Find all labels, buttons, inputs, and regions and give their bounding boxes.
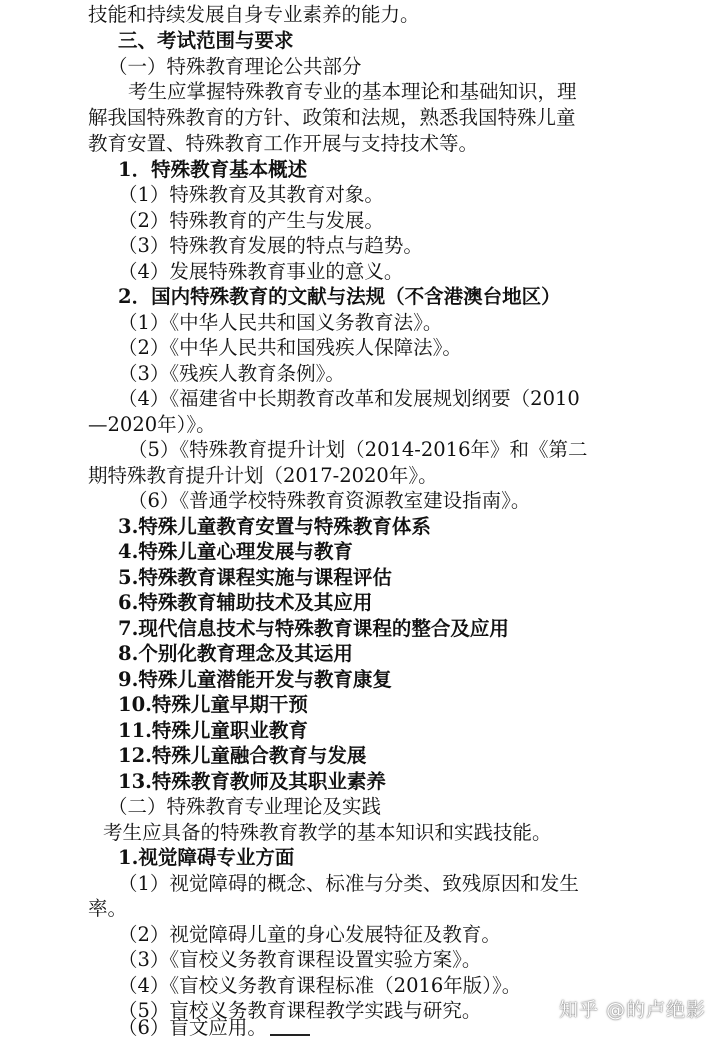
topic-heading-2: 2．国内特殊教育的文献与法规（不含港澳台地区） (118, 285, 561, 308)
list-item: （2）特殊教育的产生与发展。 (118, 209, 384, 232)
list-item-continuation: —2020年）》。 (88, 413, 216, 436)
subsection-heading-1: （一）特殊教育理论公共部分 (108, 55, 362, 78)
topic-heading-8: 8.个别化教育理念及其运用 (118, 642, 353, 665)
topic-heading-visual: 1.视觉障碍专业方面 (118, 846, 295, 869)
topic-heading-12: 12.特殊儿童融合教育与发展 (118, 744, 367, 767)
topic-heading-9: 9.特殊儿童潜能开发与教育康复 (118, 668, 392, 691)
list-item: （2）《中华人民共和国残疾人保障法》。 (118, 336, 462, 359)
list-item: （1）视觉障碍的概念、标准与分类、致残原因和发生 (118, 872, 579, 895)
topic-heading-10: 10.特殊儿童早期干预 (118, 693, 308, 716)
list-item-continuation: 率。 (88, 897, 128, 920)
list-item: （3）《残疾人教育条例》。 (118, 362, 345, 385)
topic-heading-6: 6.特殊教育辅助技术及其应用 (118, 591, 373, 614)
list-item: （4）《盲校义务教育课程标准（2016年版）》。 (118, 974, 522, 997)
topic-heading-7: 7.现代信息技术与特殊教育课程的整合及应用 (118, 617, 509, 640)
paragraph-line: 教育安置、特殊教育工作开展与支持技术等。 (88, 132, 479, 155)
list-item: （1）特殊教育及其教育对象。 (118, 183, 384, 206)
list-item: （2）视觉障碍儿童的身心发展特征及教育。 (118, 923, 501, 946)
list-item: （6）盲文应用。 (118, 1016, 267, 1039)
watermark: 知乎 @的卢绝影 (558, 999, 706, 1021)
list-item: （6）《普通学校特殊教育资源教室建设指南》。 (128, 489, 531, 512)
list-item: （5）盲校义务教育课程教学实践与研究。 (118, 999, 482, 1022)
paragraph-line: 考生应具备的特殊教育教学的基本知识和实践技能。 (103, 821, 552, 844)
list-item-continuation: 期特殊教育提升计划（2017-2020年》。 (88, 464, 438, 487)
topic-heading-5: 5.特殊教育课程实施与课程评估 (118, 566, 392, 589)
intro-tail-line: 技能和持续发展自身专业素养的能力。 (88, 3, 420, 26)
list-item: （4）发展特殊教育事业的意义。 (118, 260, 404, 283)
topic-heading-3: 3.特殊儿童教育安置与特殊教育体系 (118, 515, 431, 538)
subsection-heading-2: （二）特殊教育专业理论及实践 (108, 795, 382, 818)
paragraph-line: 考生应掌握特殊教育专业的基本理论和基础知识，理 (128, 80, 577, 103)
list-item: （4）《福建省中长期教育改革和发展规划纲要（2010 (118, 387, 580, 410)
topic-heading-13: 13.特殊教育教师及其职业素养 (118, 770, 386, 793)
paragraph-line: 解我国特殊教育的方针、政策和法规，熟悉我国特殊儿童 (88, 106, 576, 129)
section-heading-3: 三、考试范围与要求 (118, 29, 294, 52)
topic-heading-11: 11.特殊儿童职业教育 (118, 719, 308, 742)
topic-heading-1: 1．特殊教育基本概述 (118, 158, 308, 181)
list-item: （1）《中华人民共和国义务教育法》。 (118, 311, 443, 334)
list-item: （3）特殊教育发展的特点与趋势。 (118, 234, 423, 257)
cut-off-next-line (270, 1034, 310, 1039)
list-item: （5）《特殊教育提升计划（2014-2016年》和《第二 (128, 438, 588, 461)
topic-heading-4: 4.特殊儿童心理发展与教育 (118, 540, 353, 563)
list-item: （3）《盲校义务教育课程设置实验方案》。 (118, 948, 482, 971)
